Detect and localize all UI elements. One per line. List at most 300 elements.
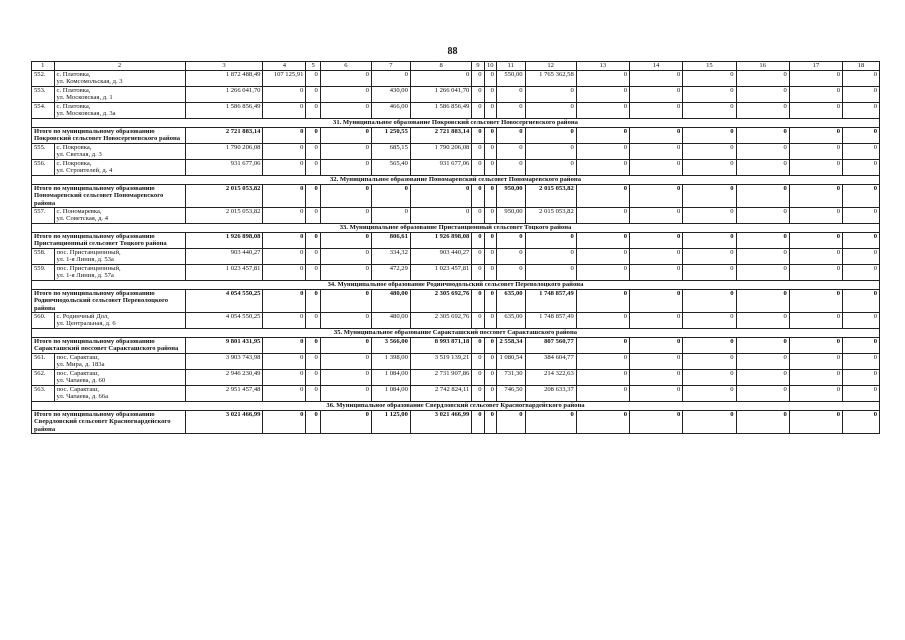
table-cell: 0 bbox=[484, 103, 496, 119]
subtotal-label: Итого по муниципальному образованию Покровский сельсовет Новосергиевского района bbox=[32, 128, 186, 144]
address-cell: пос. Саракташ, ул. Мира, д. 183а bbox=[54, 353, 185, 369]
address-cell: с. Покровка, ул. Светлая, д. 3 bbox=[54, 143, 185, 159]
column-number: 12 bbox=[525, 62, 576, 71]
table-cell: 0 bbox=[843, 264, 880, 280]
section-title: 33. Муниципальное образование Пристанционный сельсовет Тоцкого района bbox=[32, 224, 880, 233]
table-cell: 0 bbox=[263, 159, 306, 175]
table-cell: 0 bbox=[306, 338, 320, 354]
column-number: 8 bbox=[410, 62, 471, 71]
table-cell: 0 bbox=[789, 385, 842, 401]
table-cell: 0 bbox=[320, 143, 371, 159]
table-cell: 0 bbox=[843, 369, 880, 385]
subtotal-row bbox=[32, 128, 880, 144]
subtotal-label: Итого по муниципальному образованию Свердловский сельсовет Красногвардейского района bbox=[32, 410, 186, 433]
table-cell: 0 bbox=[789, 71, 842, 87]
table-cell: 0 bbox=[683, 184, 736, 207]
table-cell: 0 bbox=[484, 313, 496, 329]
table-cell: 0 bbox=[630, 184, 683, 207]
table-cell: 0 bbox=[736, 128, 789, 144]
table-cell: 0 bbox=[484, 248, 496, 264]
table-cell: 0 bbox=[484, 338, 496, 354]
table-row bbox=[32, 264, 880, 280]
table-cell: 2 015 053,82 bbox=[185, 208, 263, 224]
table-cell: 0 bbox=[306, 159, 320, 175]
table-cell: 0 bbox=[525, 248, 576, 264]
subtotal-label: Итого по муниципальному образованию Родинчнодольский сельсовет Переволоцкого района bbox=[32, 289, 186, 312]
table-cell: 0 bbox=[496, 264, 525, 280]
table-cell: 0 bbox=[484, 143, 496, 159]
table-cell: 807 560,77 bbox=[525, 338, 576, 354]
table-cell: 0 bbox=[306, 369, 320, 385]
table-cell: 635,00 bbox=[496, 313, 525, 329]
table-cell: 2 558,34 bbox=[496, 338, 525, 354]
table-cell: 1 250,55 bbox=[371, 128, 410, 144]
table-cell: 931 677,06 bbox=[185, 159, 263, 175]
table-cell: 0 bbox=[371, 184, 410, 207]
table-cell: 8 993 871,18 bbox=[410, 338, 471, 354]
table-cell: 0 bbox=[472, 233, 484, 249]
table-cell: 0 bbox=[320, 289, 371, 312]
column-number: 11 bbox=[496, 62, 525, 71]
table-cell: 0 bbox=[843, 143, 880, 159]
table-cell: 0 bbox=[525, 233, 576, 249]
table-cell: 1 023 457,81 bbox=[410, 264, 471, 280]
table-cell: 635,00 bbox=[496, 289, 525, 312]
table-cell: 0 bbox=[576, 159, 629, 175]
table-cell: 0 bbox=[630, 143, 683, 159]
table-cell: 0 bbox=[484, 369, 496, 385]
subtotal-label: Итого по муниципальному образованию Пономаревский сельсовет Пономаревского района bbox=[32, 184, 186, 207]
table-cell: 0 bbox=[630, 159, 683, 175]
table-cell: 0 bbox=[306, 184, 320, 207]
table-cell: 0 bbox=[736, 184, 789, 207]
table-cell: 0 bbox=[496, 410, 525, 433]
table-cell: 472,29 bbox=[371, 264, 410, 280]
table-row bbox=[32, 103, 880, 119]
table-cell: 0 bbox=[843, 159, 880, 175]
table-cell: 0 bbox=[843, 410, 880, 433]
column-number: 10 bbox=[484, 62, 496, 71]
table-row bbox=[32, 71, 880, 87]
table-cell: 0 bbox=[630, 128, 683, 144]
column-number: 16 bbox=[736, 62, 789, 71]
table-cell: 1 926 898,08 bbox=[410, 233, 471, 249]
table-cell: 0 bbox=[496, 103, 525, 119]
table-cell: 0 bbox=[789, 128, 842, 144]
table-cell: 0 bbox=[263, 184, 306, 207]
table-cell: 0 bbox=[472, 264, 484, 280]
table-cell: 0 bbox=[683, 87, 736, 103]
table-cell: 0 bbox=[306, 128, 320, 144]
table-cell: 0 bbox=[306, 143, 320, 159]
table-cell: 550,00 bbox=[496, 71, 525, 87]
table-cell: 0 bbox=[320, 71, 371, 87]
section-title: 35. Муниципальное образование Саракташский поссовет Саракташского района bbox=[32, 329, 880, 338]
table-cell: 0 bbox=[410, 208, 471, 224]
table-cell: 0 bbox=[306, 208, 320, 224]
row-number: 557. bbox=[32, 208, 55, 224]
table-cell: 0 bbox=[789, 313, 842, 329]
table-cell: 0 bbox=[484, 289, 496, 312]
table-cell: 0 bbox=[484, 264, 496, 280]
table-cell: 0 bbox=[576, 143, 629, 159]
table-cell: 0 bbox=[736, 385, 789, 401]
column-number: 17 bbox=[789, 62, 842, 71]
row-number: 560. bbox=[32, 313, 55, 329]
table-cell: 0 bbox=[320, 87, 371, 103]
table-cell: 0 bbox=[843, 289, 880, 312]
table-cell: 1 586 856,49 bbox=[410, 103, 471, 119]
table-cell: 0 bbox=[736, 208, 789, 224]
table-cell: 0 bbox=[496, 233, 525, 249]
table-cell: 0 bbox=[736, 289, 789, 312]
table-cell: 0 bbox=[496, 143, 525, 159]
table-cell: 0 bbox=[683, 233, 736, 249]
table-cell: 1 748 857,49 bbox=[525, 289, 576, 312]
table-cell: 4 054 550,25 bbox=[185, 313, 263, 329]
table-cell: 480,00 bbox=[371, 313, 410, 329]
table-cell: 0 bbox=[306, 385, 320, 401]
table-cell: 0 bbox=[484, 233, 496, 249]
table-cell: 0 bbox=[525, 159, 576, 175]
table-cell: 1 872 488,49 bbox=[185, 71, 263, 87]
table-cell: 0 bbox=[736, 264, 789, 280]
table-cell: 0 bbox=[630, 87, 683, 103]
section-heading-row bbox=[32, 280, 880, 289]
table-cell: 0 bbox=[576, 338, 629, 354]
table-cell: 0 bbox=[306, 248, 320, 264]
table-cell: 0 bbox=[306, 289, 320, 312]
table-cell: 0 bbox=[306, 353, 320, 369]
table-cell: 0 bbox=[472, 208, 484, 224]
table-cell: 0 bbox=[736, 410, 789, 433]
address-cell: с. Платовка, ул. Московская, д. 3а bbox=[54, 103, 185, 119]
table-cell: 0 bbox=[683, 128, 736, 144]
table-row bbox=[32, 248, 880, 264]
table-cell: 0 bbox=[576, 410, 629, 433]
table-cell: 0 bbox=[496, 159, 525, 175]
section-heading-row bbox=[32, 119, 880, 128]
table-cell: 0 bbox=[843, 103, 880, 119]
table-cell: 0 bbox=[576, 353, 629, 369]
table-cell: 0 bbox=[576, 248, 629, 264]
table-cell: 0 bbox=[263, 248, 306, 264]
column-number: 4 bbox=[263, 62, 306, 71]
table-cell: 0 bbox=[320, 208, 371, 224]
table-cell: 0 bbox=[472, 369, 484, 385]
table-cell: 0 bbox=[525, 143, 576, 159]
table-cell: 2 731 907,86 bbox=[410, 369, 471, 385]
table-cell: 0 bbox=[630, 233, 683, 249]
table-cell: 0 bbox=[683, 385, 736, 401]
subtotal-label: Итого по муниципальному образованию Саракташский поссовет Саракташского района bbox=[32, 338, 186, 354]
row-number: 553. bbox=[32, 87, 55, 103]
table-cell: 466,00 bbox=[371, 103, 410, 119]
table-cell: 0 bbox=[789, 233, 842, 249]
table-cell: 0 bbox=[472, 87, 484, 103]
table-cell: 0 bbox=[525, 128, 576, 144]
table-cell: 0 bbox=[630, 338, 683, 354]
section-title: 32. Муниципальное образование Пономаревский сельсовет Пономаревского района bbox=[32, 175, 880, 184]
table-cell: 0 bbox=[736, 159, 789, 175]
table-cell: 950,00 bbox=[496, 184, 525, 207]
table-cell: 746,50 bbox=[496, 385, 525, 401]
table-cell: 2 742 824,11 bbox=[410, 385, 471, 401]
table-row bbox=[32, 208, 880, 224]
table-cell: 0 bbox=[789, 264, 842, 280]
table-cell: 0 bbox=[320, 248, 371, 264]
table-cell: 0 bbox=[843, 338, 880, 354]
column-number: 5 bbox=[306, 62, 320, 71]
table-cell: 685,15 bbox=[371, 143, 410, 159]
table-cell: 2 015 053,82 bbox=[525, 184, 576, 207]
table-cell: 0 bbox=[484, 128, 496, 144]
table-cell: 3 021 466,99 bbox=[185, 410, 263, 433]
column-number: 7 bbox=[371, 62, 410, 71]
table-cell: 0 bbox=[472, 385, 484, 401]
section-title: 34. Муниципальное образование Родинчнодольский сельсовет Переволоцкого района bbox=[32, 280, 880, 289]
table-cell: 0 bbox=[789, 369, 842, 385]
table-cell: 1 586 856,49 bbox=[185, 103, 263, 119]
table-cell: 2 946 230,49 bbox=[185, 369, 263, 385]
row-number: 563. bbox=[32, 385, 55, 401]
table-cell: 2 015 053,82 bbox=[185, 184, 263, 207]
table-row bbox=[32, 313, 880, 329]
table-cell: 0 bbox=[371, 208, 410, 224]
table-cell: 0 bbox=[843, 184, 880, 207]
column-number: 15 bbox=[683, 62, 736, 71]
table-cell: 0 bbox=[525, 410, 576, 433]
table-cell: 0 bbox=[263, 369, 306, 385]
table-cell: 0 bbox=[736, 87, 789, 103]
table-cell: 1 790 206,08 bbox=[185, 143, 263, 159]
table-cell: 0 bbox=[263, 103, 306, 119]
table-cell: 0 bbox=[263, 87, 306, 103]
table-cell: 0 bbox=[484, 353, 496, 369]
address-cell: пос. Саракташ, ул. Чапаева, д. 60 bbox=[54, 369, 185, 385]
table-cell: 0 bbox=[736, 353, 789, 369]
table-cell: 0 bbox=[472, 289, 484, 312]
address-cell: с. Платовка, ул. Комсомольская, д. 3 bbox=[54, 71, 185, 87]
section-title: 31. Муниципальное образование Покровский сельсовет Новосергиевского района bbox=[32, 119, 880, 128]
table-cell: 0 bbox=[306, 87, 320, 103]
table-cell: 0 bbox=[683, 159, 736, 175]
table-cell: 0 bbox=[843, 313, 880, 329]
address-cell: пос. Пристанционный, ул. 1-я Линия, д. 53а bbox=[54, 248, 185, 264]
table-cell: 1 125,00 bbox=[371, 410, 410, 433]
table-cell: 0 bbox=[576, 103, 629, 119]
table-cell: 0 bbox=[576, 87, 629, 103]
table-cell: 2 305 692,76 bbox=[410, 289, 471, 312]
table-cell: 0 bbox=[789, 143, 842, 159]
table-cell: 0 bbox=[576, 128, 629, 144]
table-cell: 0 bbox=[736, 338, 789, 354]
table-cell: 0 bbox=[320, 264, 371, 280]
table-cell: 0 bbox=[472, 248, 484, 264]
table-cell: 806,61 bbox=[371, 233, 410, 249]
table-cell: 0 bbox=[736, 233, 789, 249]
table-cell: 1 084,00 bbox=[371, 385, 410, 401]
table-cell: 1 765 362,58 bbox=[525, 71, 576, 87]
header-row bbox=[32, 62, 880, 71]
column-number: 13 bbox=[576, 62, 629, 71]
table-cell: 0 bbox=[472, 143, 484, 159]
table-cell: 0 bbox=[683, 143, 736, 159]
table-cell: 0 bbox=[525, 103, 576, 119]
table-cell: 0 bbox=[263, 208, 306, 224]
table-cell: 903 440,27 bbox=[185, 248, 263, 264]
table-cell: 1 748 857,49 bbox=[525, 313, 576, 329]
table-cell: 0 bbox=[789, 289, 842, 312]
table-cell: 0 bbox=[576, 71, 629, 87]
table-cell: 0 bbox=[306, 103, 320, 119]
page-number: 88 bbox=[447, 46, 458, 57]
table-cell: 0 bbox=[630, 410, 683, 433]
table-cell: 0 bbox=[263, 338, 306, 354]
table-cell: 931 677,06 bbox=[410, 159, 471, 175]
table-cell: 0 bbox=[496, 128, 525, 144]
table-cell: 0 bbox=[472, 103, 484, 119]
table-cell: 0 bbox=[843, 87, 880, 103]
table-cell: 430,00 bbox=[371, 87, 410, 103]
table-cell: 0 bbox=[789, 410, 842, 433]
table-cell: 0 bbox=[263, 143, 306, 159]
table-cell: 0 bbox=[525, 87, 576, 103]
table-cell: 0 bbox=[496, 87, 525, 103]
table-cell: 0 bbox=[306, 264, 320, 280]
table-cell: 0 bbox=[736, 143, 789, 159]
column-number: 3 bbox=[185, 62, 263, 71]
table-cell: 4 054 550,25 bbox=[185, 289, 263, 312]
table-cell: 0 bbox=[263, 313, 306, 329]
table-cell: 0 bbox=[630, 385, 683, 401]
table-cell: 208 633,37 bbox=[525, 385, 576, 401]
section-heading-row bbox=[32, 224, 880, 233]
table-cell: 0 bbox=[576, 313, 629, 329]
table-cell: 1 266 041,70 bbox=[410, 87, 471, 103]
table-cell: 0 bbox=[683, 71, 736, 87]
column-number: 6 bbox=[320, 62, 371, 71]
table-cell: 1 080,54 bbox=[496, 353, 525, 369]
table-cell: 0 bbox=[320, 385, 371, 401]
table-cell: 0 bbox=[306, 233, 320, 249]
table-cell: 0 bbox=[843, 128, 880, 144]
table-cell: 0 bbox=[630, 369, 683, 385]
table-cell: 0 bbox=[484, 385, 496, 401]
table-cell: 0 bbox=[683, 410, 736, 433]
table-cell: 0 bbox=[306, 410, 320, 433]
table-cell: 0 bbox=[320, 103, 371, 119]
table-cell: 0 bbox=[630, 103, 683, 119]
table-cell: 3 566,00 bbox=[371, 338, 410, 354]
table-cell: 0 bbox=[630, 208, 683, 224]
table-cell: 0 bbox=[683, 103, 736, 119]
table-cell: 0 bbox=[263, 289, 306, 312]
column-number: 2 bbox=[54, 62, 185, 71]
table-cell: 0 bbox=[630, 264, 683, 280]
table-cell: 1 790 206,08 bbox=[410, 143, 471, 159]
table-cell: 0 bbox=[736, 248, 789, 264]
subtotal-row bbox=[32, 184, 880, 207]
table-cell: 0 bbox=[576, 208, 629, 224]
table-row bbox=[32, 353, 880, 369]
table-cell: 1 084,00 bbox=[371, 369, 410, 385]
table-cell: 0 bbox=[630, 353, 683, 369]
row-number: 554. bbox=[32, 103, 55, 119]
table-cell: 0 bbox=[576, 369, 629, 385]
subtotal-row bbox=[32, 233, 880, 249]
table-cell: 2 721 883,14 bbox=[410, 128, 471, 144]
table-cell: 0 bbox=[410, 184, 471, 207]
table-cell: 903 440,27 bbox=[410, 248, 471, 264]
table-cell: 0 bbox=[320, 410, 371, 433]
table-cell: 0 bbox=[789, 103, 842, 119]
row-number: 556. bbox=[32, 159, 55, 175]
address-cell: пос. Пристанционный, ул. 1-я Линия, д. 57а bbox=[54, 264, 185, 280]
table-cell: 0 bbox=[263, 353, 306, 369]
table-cell: 0 bbox=[736, 313, 789, 329]
table-cell: 0 bbox=[525, 264, 576, 280]
table-cell: 0 bbox=[320, 159, 371, 175]
row-number: 552. bbox=[32, 71, 55, 87]
table-cell: 0 bbox=[320, 313, 371, 329]
table-cell: 0 bbox=[263, 233, 306, 249]
table-cell: 0 bbox=[371, 71, 410, 87]
table-cell: 0 bbox=[484, 184, 496, 207]
table-cell: 0 bbox=[496, 248, 525, 264]
table-cell: 9 801 431,95 bbox=[185, 338, 263, 354]
table-cell: 0 bbox=[472, 128, 484, 144]
table-cell: 0 bbox=[683, 289, 736, 312]
table-cell: 0 bbox=[472, 159, 484, 175]
table-cell: 2 951 457,48 bbox=[185, 385, 263, 401]
row-number: 558. bbox=[32, 248, 55, 264]
address-cell: с. Пономаревка, ул. Советская, д. 4 bbox=[54, 208, 185, 224]
table-cell: 0 bbox=[843, 353, 880, 369]
register-table bbox=[31, 61, 880, 434]
table-cell: 0 bbox=[484, 71, 496, 87]
section-heading-row bbox=[32, 175, 880, 184]
table-cell: 0 bbox=[843, 385, 880, 401]
table-cell: 0 bbox=[484, 410, 496, 433]
table-cell: 0 bbox=[472, 353, 484, 369]
table-cell: 0 bbox=[263, 385, 306, 401]
column-number: 18 bbox=[843, 62, 880, 71]
table-cell: 480,00 bbox=[371, 289, 410, 312]
table-cell: 0 bbox=[484, 208, 496, 224]
address-cell: с. Платовка, ул. Московская, д. 1 bbox=[54, 87, 185, 103]
table-cell: 214 322,63 bbox=[525, 369, 576, 385]
table-cell: 0 bbox=[263, 410, 306, 433]
table-cell: 0 bbox=[736, 103, 789, 119]
address-cell: пос. Саракташ, ул. Чапаева, д. 66а bbox=[54, 385, 185, 401]
table-cell: 0 bbox=[630, 71, 683, 87]
table-cell: 0 bbox=[736, 71, 789, 87]
table-cell: 3 519 139,21 bbox=[410, 353, 471, 369]
table-cell: 0 bbox=[320, 353, 371, 369]
table-cell: 0 bbox=[576, 233, 629, 249]
table-cell: 0 bbox=[843, 233, 880, 249]
table-cell: 0 bbox=[736, 369, 789, 385]
table-cell: 0 bbox=[683, 208, 736, 224]
table-cell: 0 bbox=[320, 233, 371, 249]
table-cell: 565,40 bbox=[371, 159, 410, 175]
table-cell: 334,32 bbox=[371, 248, 410, 264]
table-cell: 0 bbox=[789, 87, 842, 103]
section-heading-row bbox=[32, 329, 880, 338]
address-cell: с. Родинчный Дол, ул. Центральная, д. 6 bbox=[54, 313, 185, 329]
table-cell: 0 bbox=[683, 248, 736, 264]
